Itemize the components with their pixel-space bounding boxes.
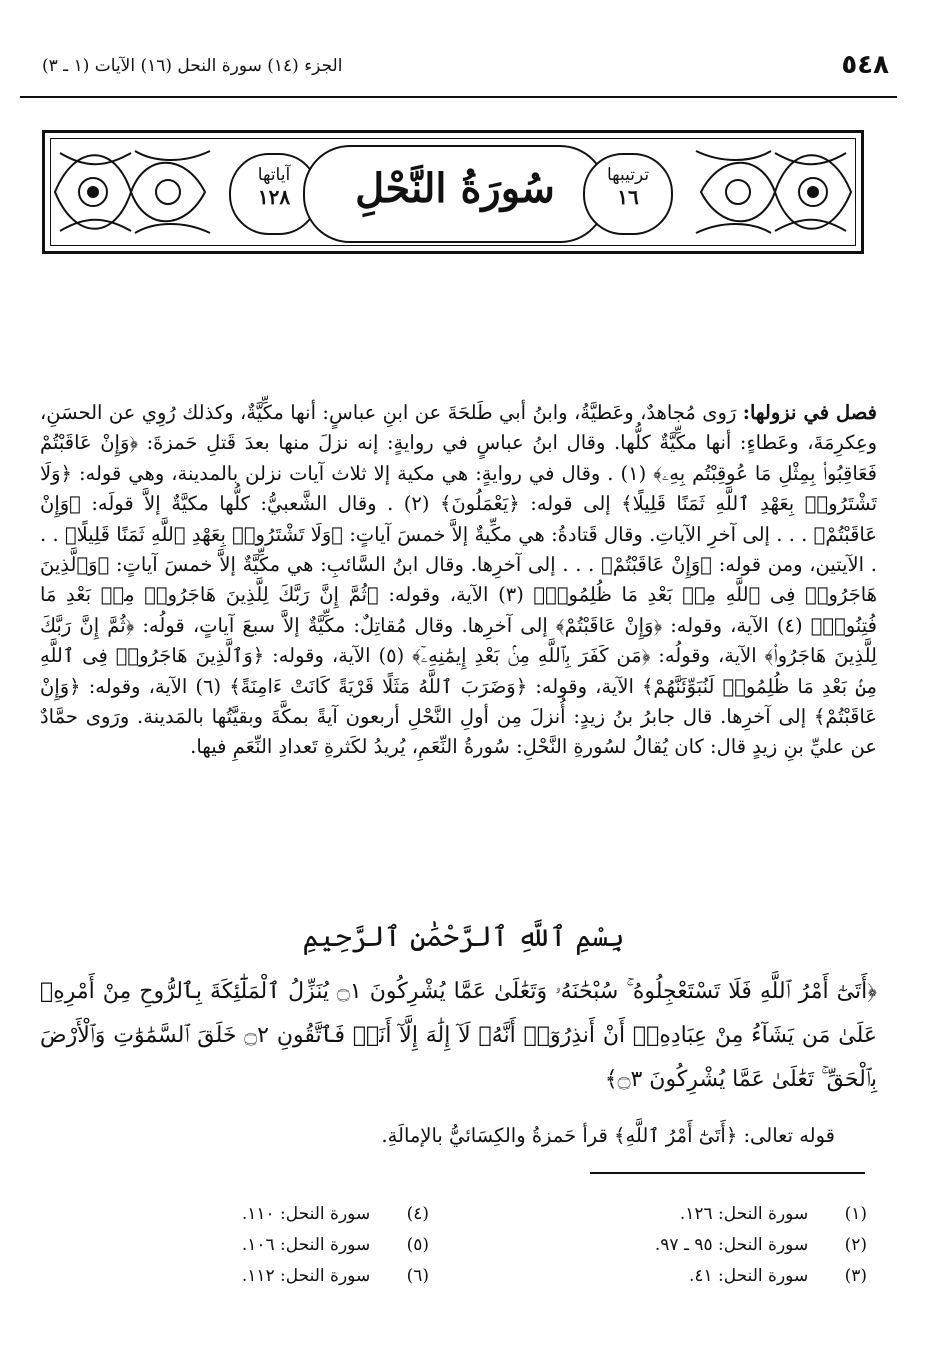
footnote-number: (٦) (406, 1266, 429, 1286)
surah-order-medallion (583, 153, 673, 235)
title-cartouche (303, 145, 607, 243)
footnote-2 (655, 1235, 867, 1255)
surah-banner (42, 130, 864, 254)
verses-label: آياتها (257, 165, 291, 185)
page-number: ٥٤٨ (841, 50, 889, 80)
footnote-1 (680, 1204, 867, 1224)
footnote-text: سورة النحل: ١١٠. (241, 1204, 371, 1224)
order-label: ترتيبها (606, 165, 650, 185)
order-number: ١٦ (617, 185, 639, 209)
revelation-section (40, 398, 877, 763)
section-heading: فصل في نزولها: (742, 401, 878, 424)
footnote-text: سورة النحل: ١٠٦. (241, 1235, 371, 1255)
footnote-number: (٣) (844, 1266, 867, 1286)
footnote-rule (590, 1172, 865, 1174)
footnote-text: سورة النحل: ٤١. (688, 1266, 809, 1286)
footnote-6 (242, 1266, 429, 1286)
footnote-4 (242, 1204, 429, 1224)
footnote-text: سورة النحل: ٩٥ ـ ٩٧. (654, 1235, 809, 1255)
footnote-text: سورة النحل: ١٢٦. (679, 1204, 809, 1224)
footnote-number: (١) (844, 1204, 867, 1224)
footnote-number: (٢) (844, 1235, 867, 1255)
page-header (20, 42, 897, 96)
footnote-row (40, 1204, 877, 1235)
footnote-row (40, 1266, 877, 1297)
footnote-number: (٥) (406, 1235, 429, 1255)
running-head: الجزء (١٤) سورة النحل (١٦) الآيات (١ ـ ٣) (42, 56, 343, 76)
verses-count: ١٢٨ (257, 185, 291, 209)
basmala: بِسْمِ ٱللَّهِ ٱلرَّحْمَٰنِ ٱلرَّحِيمِ (302, 920, 625, 953)
commentary-text: قوله تعالى: ﴿أَتَىٰٓ أَمْرُ ٱللَّهِ﴾ قرأ حَمزةُ والكِسَائيُّ بالإمالَةِ. (381, 1124, 835, 1147)
footnote-5 (242, 1235, 429, 1255)
footnotes (40, 1204, 877, 1297)
section-text: رَوى مُجاهدٌ، وعَطيَّةُ، وابنُ أبي طَلحَةَ عن ابنِ عباسٍ: أنها مكِّيَّةٌ، وكذلك رُوِي عن الحسَنِ، وعِكرِمَةَ، وعَطاءٍ: أنها مكِّيَّةٌ كلُّها. وقال ابنُ عباسٍ في روايةٍ: إنه نزلَ منها بعدَ قَتلِ حَمزةَ: ﴿وَإِنْ عَاقَبْتُمْ فَعَاقِبُوا۟ بِمِثْلِ مَا عُوقِبْتُم بِهِۦ﴾ (١) . وقال في روايةٍ: هي مكية إلا ثلاث آيات نزلن بالمدينة، وهي قوله: ﴿وَلَا تَشْتَرُوا۟ بِعَهْدِ ٱللَّهِ ثَمَنًا قَلِيلًا﴾ إلى قوله: ﴿يَعْمَلُونَ﴾ (٢) . وقال الشَّعبيُّ: كلُّها مكيَّةٌ إلاَّ قولَه: ﴿وَإِنْ عَاقَبْتُمْ﴾ . . . إلى آخرِ الآياتِ. وقال قَتادةُ: هي مكِّيةٌ إلاَّ خمسَ آياتٍ: ﴿وَلَا تَشْتَرُوا۟ بِعَهْدِ ٱللَّهِ ثَمَنًا قَلِيلًا﴾ . . . الآيتين، ومن قوله: ﴿وَإِنْ عَاقَبْتُمْ﴾ . . . إلى آخرِها. وقال ابنُ السَّائبِ: هي مكِّيَّةٌ إلاَّ خمسَ آياتٍ: ﴿وَٱلَّذِينَ هَاجَرُوا۟ فِى ٱللَّهِ مِنۢ بَعْدِ مَا ظُلِمُوا۟﴾ (٣) الآية، وقوله: ﴿ثُمَّ إِنَّ رَبَّكَ لِلَّذِينَ هَاجَرُوا۟ مِنۢ بَعْدِ مَا فُتِنُوا۟﴾ (٤) الآية، وقوله: ﴿وَإِنْ عَاقَبْتُمْ﴾ إلى آخرِها. وقال مُقاتِلٌ: مكِّيَّةٌ إلاَّ سبعَ آياتٍ، قولُه: ﴿ثُمَّ إِنَّ رَبَّكَ لِلَّذِينَ هَاجَرُوا۟﴾ الآية، وقولُه: ﴿مَن كَفَرَ بِٱللَّهِ مِنۢ بَعْدِ إِيمَٰنِهِۦٓ﴾ (٥) الآية، وقوله: ﴿وَٱلَّذِينَ هَاجَرُوا۟ فِى ٱللَّهِ مِنۢ بَعْدِ مَا ظُلِمُوا۟ لَنُبَوِّئَنَّهُمْ﴾ الآية، وقوله: ﴿وَضَرَبَ ٱللَّهُ مَثَلًا قَرْيَةً كَانَتْ ءَامِنَةً﴾ (٦) الآية، وقوله: ﴿وَإِنْ عَاقَبْتُمْ﴾ إلى آخرِها. قال جابرُ بنُ زيدٍ: أُنزلَ مِن أولِ النَّحْلِ أربعون آيةً بمكَّةَ وبقيَّتُها بالمَدينة. ورَوى حمَّادٌ عن عليِّ بنِ زيدٍ قال: كان يُقالُ لسُورةِ النَّحْلِ: سُورةُ النِّعَمِ، يُريدُ لكَثرةِ تَعدادِ النِّعَمِ فيها. (40, 401, 878, 759)
arabesque-ornament-right-icon (689, 133, 861, 251)
footnote-text: سورة النحل: ١١٢. (241, 1266, 371, 1286)
footnote-number: (٤) (406, 1204, 429, 1224)
header-rule (20, 96, 897, 98)
arabesque-ornament-left-icon (45, 133, 217, 251)
footnote-3 (689, 1266, 867, 1286)
surah-title: سُورَةُ النَّحْلِ (355, 165, 555, 212)
footnote-row (40, 1235, 877, 1266)
quran-verses: ﴿أَتَىٰٓ أَمْرُ ٱللَّهِ فَلَا تَسْتَعْجِلُوهُ ۚ سُبْحَٰنَهُۥ وَتَعَٰلَىٰ عَمَّا يُشْرِكُونَ ۝١ يُنَزِّلُ ٱلْمَلَٰٓئِكَةَ بِٱلرُّوحِ مِنْ أَمْرِهِۦ عَلَىٰ مَن يَشَآءُ مِنْ عِبَادِهِۦٓ أَنْ أَنذِرُوٓا۟ أَنَّهُۥ لَآ إِلَٰهَ إِلَّآ أَنَا۠ فَٱتَّقُونِ ۝٢ خَلَقَ ٱلسَّمَٰوَٰتِ وَٱلْأَرْضَ بِٱلْحَقِّ ۚ تَعَٰلَىٰ عَمَّا يُشْرِكُونَ ۝٣﴾ (40, 979, 877, 1092)
